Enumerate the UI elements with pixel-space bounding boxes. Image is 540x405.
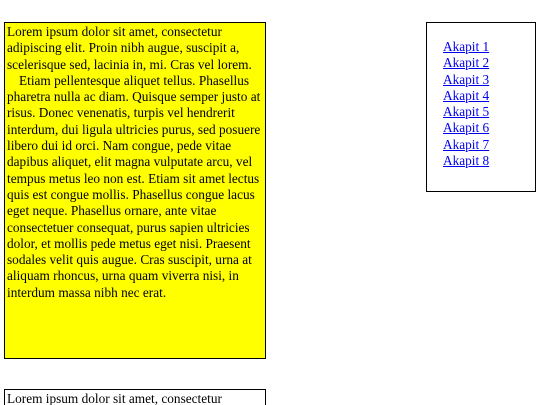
nav-link-akapit-4[interactable]: Akapit 4 (443, 87, 490, 103)
content-box-1-paragraph-1: Lorem ipsum dolor sit amet, consectetur adipiscing elit. Proin nibh augue, suscipit a, scelerisque sed, lacinia in, mi. Cras vel lorem. (7, 24, 252, 72)
nav-link-akapit-6[interactable]: Akapit 6 (443, 120, 490, 136)
nav-link-akapit-3[interactable]: Akapit 3 (443, 71, 490, 87)
nav-list-item (443, 39, 535, 55)
paragraph-nav-list (427, 23, 535, 169)
content-box-1-paragraph-2: Etiam pellentesque aliquet tellus. Phasellus pharetra nulla ac diam. Quisque semper justo at risus. Donec venenatis, turpis vel hendrerit interdum, dui ligula ultricies purus, sed posuere libero dui id orci. Nam congue, pede vitae dapibus aliquet, elit magna vulputate arcu, vel tempus metus leo non est. Etiam sit amet lectus quis est congue mollis. Phasellus congue lacus eget neque. Phasellus ornare, ante vitae consectetuer consequat, purus sapien ultricies dolor, et mollis pede metus eget nisi. Praesent sodales velit quis augue. Cras suscipit, urna at aliquam rhoncus, urna quam viverra nisi, in interdum massa nibh nec erat. (7, 72, 261, 300)
nav-list-item (443, 120, 535, 136)
nav-list-item (443, 137, 535, 153)
content-box-1 (4, 22, 266, 359)
nav-link-akapit-8[interactable]: Akapit 8 (443, 153, 490, 169)
nav-link-akapit-7[interactable]: Akapit 7 (443, 136, 490, 152)
content-box-2-paragraph-1: Lorem ipsum dolor sit amet, consectetur (7, 391, 222, 405)
nav-list-item (443, 88, 535, 104)
nav-link-akapit-5[interactable]: Akapit 5 (443, 104, 490, 120)
content-box-2 (4, 389, 266, 405)
nav-link-akapit-2[interactable]: Akapit 2 (443, 55, 490, 71)
nav-list-item (443, 72, 535, 88)
nav-list-item (443, 55, 535, 71)
nav-list-item (443, 104, 535, 120)
paragraph-nav (426, 22, 536, 192)
nav-list-item (443, 153, 535, 169)
nav-link-akapit-1[interactable]: Akapit 1 (443, 39, 490, 54)
